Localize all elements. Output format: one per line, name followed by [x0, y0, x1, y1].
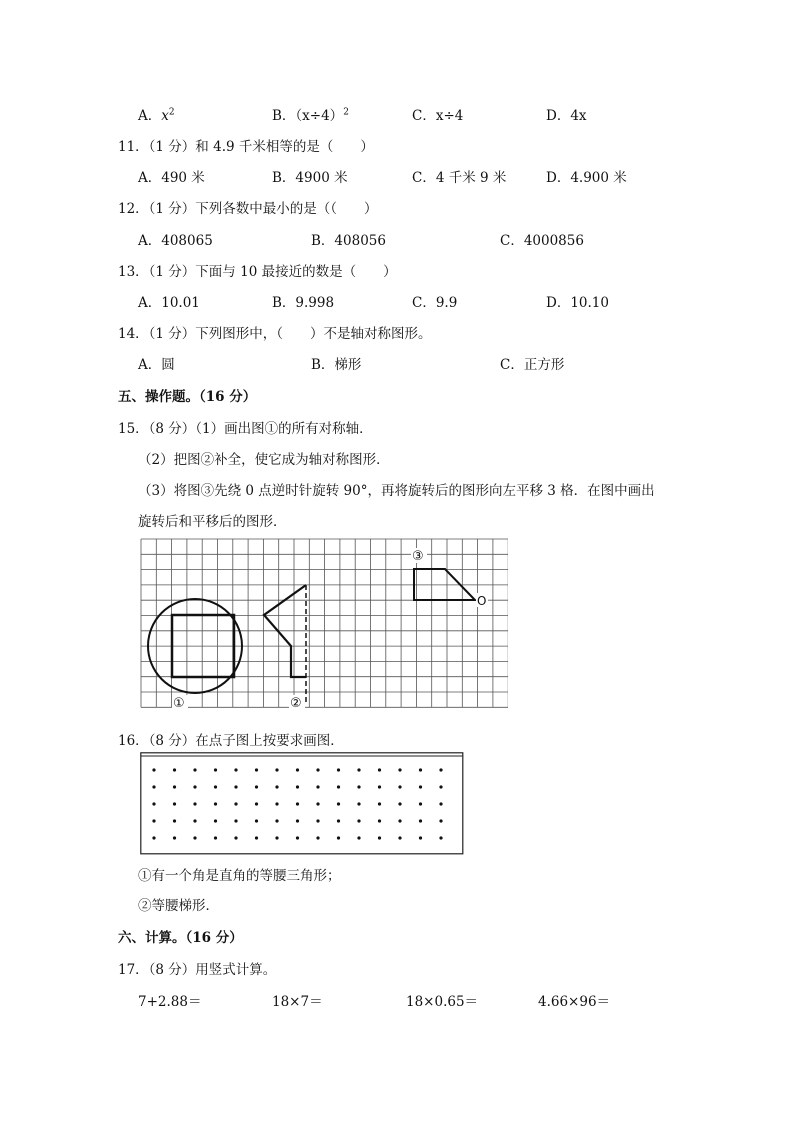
- q11-stem: 11．（1 分）和 4.9 千米相等的是（ ）: [118, 139, 374, 155]
- q14-option-c: C．正方形: [500, 357, 565, 373]
- grid-dot: [214, 836, 217, 839]
- grid-dot: [255, 802, 258, 805]
- grid-dot: [419, 768, 422, 771]
- grid-dot: [152, 785, 155, 788]
- q16-stem: 16．（8 分）在点子图上按要求画图．: [118, 733, 344, 749]
- q16-dot-grid: [140, 752, 466, 857]
- q10-option-c: C．x÷4: [412, 108, 464, 124]
- grid-dot: [378, 819, 381, 822]
- q11-option-b: B．4900 米: [272, 170, 348, 186]
- grid-dot: [255, 785, 258, 788]
- q15-line-1: 15．（8 分）（1）画出图①的所有对称轴．: [118, 421, 373, 437]
- grid-dot: [275, 768, 278, 771]
- q15-grid-figure: [140, 538, 508, 712]
- q15-line-4: 旋转后和平移后的图形．: [138, 514, 287, 530]
- grid-dot: [378, 836, 381, 839]
- figure-2-label: ②: [290, 696, 302, 711]
- grid-dot: [316, 802, 319, 805]
- grid-dot: [439, 785, 442, 788]
- grid-dot: [234, 836, 237, 839]
- q15-line-3: （3）将图③先绕 0 点逆时针旋转 90°，再将旋转后的图形向左平移 3 格．在图中画出: [138, 483, 655, 499]
- grid-dot: [316, 785, 319, 788]
- grid-dot: [337, 819, 340, 822]
- grid-dot: [234, 802, 237, 805]
- grid-dot: [398, 802, 401, 805]
- grid-dot: [255, 836, 258, 839]
- grid-dot: [357, 802, 360, 805]
- grid-dot: [234, 768, 237, 771]
- q11-option-c: C．4 千米 9 米: [412, 170, 507, 186]
- section-five-title: 五、操作题。（16 分）: [118, 389, 257, 405]
- grid-dot: [419, 785, 422, 788]
- point-o-label: O: [477, 594, 487, 608]
- grid-dot: [357, 819, 360, 822]
- grid-dot: [214, 802, 217, 805]
- grid-dot: [316, 819, 319, 822]
- q17-expr-2: 18×7＝: [272, 994, 323, 1010]
- grid-dot: [152, 819, 155, 822]
- figure-3-label: ③: [412, 549, 424, 564]
- grid-dot: [296, 785, 299, 788]
- grid-dot: [439, 802, 442, 805]
- q11-option-d: D．4.900 米: [546, 170, 627, 186]
- grid-dot: [234, 819, 237, 822]
- grid-dot: [193, 836, 196, 839]
- grid-dot: [173, 768, 176, 771]
- grid-dot: [193, 802, 196, 805]
- grid-dot: [214, 768, 217, 771]
- grid-dot: [214, 785, 217, 788]
- grid-dot: [316, 836, 319, 839]
- q13-option-b: B．9.998: [272, 295, 335, 311]
- grid-dot: [357, 768, 360, 771]
- grid-dot: [152, 802, 155, 805]
- grid-lines: [141, 539, 508, 707]
- grid-dot: [357, 836, 360, 839]
- q14-option-a: A．圆: [138, 357, 175, 373]
- q12-option-a: A．408065: [138, 233, 213, 249]
- grid-dot: [275, 802, 278, 805]
- grid-dot: [398, 836, 401, 839]
- grid-dot: [234, 785, 237, 788]
- grid-dot: [398, 785, 401, 788]
- grid-dot: [296, 836, 299, 839]
- q14-stem: 14．（1 分）下列图形中，（ ）不是轴对称图形。: [118, 326, 432, 342]
- grid-dot: [337, 836, 340, 839]
- q13-stem: 13．（1 分）下面与 10 最接近的数是（ ）: [118, 264, 397, 280]
- q17-stem: 17．（8 分）用竖式计算。: [118, 962, 277, 978]
- q10-option-d: D．4x: [546, 108, 587, 124]
- grid-dot: [255, 768, 258, 771]
- grid-dot: [439, 819, 442, 822]
- grid-dot: [193, 785, 196, 788]
- grid-dot: [337, 785, 340, 788]
- grid-dot: [296, 768, 299, 771]
- q10-option-a: A．$x^2$: [138, 107, 175, 124]
- q12-option-b: B．408056: [311, 233, 386, 249]
- grid-dot: [296, 819, 299, 822]
- q11-option-a: A．490 米: [138, 170, 205, 186]
- grid-dot: [296, 802, 299, 805]
- figure-1-label: ①: [173, 696, 185, 711]
- grid-dot: [275, 836, 278, 839]
- dot-grid-dots: [152, 768, 442, 839]
- grid-dot: [439, 836, 442, 839]
- grid-dot: [398, 819, 401, 822]
- grid-dot: [439, 768, 442, 771]
- grid-dot: [357, 785, 360, 788]
- grid-dot: [378, 802, 381, 805]
- grid-dot: [337, 802, 340, 805]
- grid-dot: [378, 785, 381, 788]
- grid-dot: [337, 768, 340, 771]
- grid-dot: [398, 768, 401, 771]
- grid-dot: [173, 785, 176, 788]
- grid-dot: [173, 802, 176, 805]
- grid-dot: [193, 819, 196, 822]
- q17-expr-3: 18×0.65＝: [406, 994, 479, 1010]
- q16-requirement-1: ①有一个角是直角的等腰三角形；: [138, 868, 341, 884]
- grid-dot: [419, 819, 422, 822]
- grid-dot: [275, 785, 278, 788]
- q17-expr-4: 4.66×96＝: [538, 994, 611, 1010]
- grid-dot: [173, 819, 176, 822]
- q13-option-c: C．9.9: [412, 295, 458, 311]
- grid-dot: [419, 802, 422, 805]
- grid-dot: [152, 768, 155, 771]
- q13-option-d: D．10.10: [546, 295, 609, 311]
- q16-requirement-2: ②等腰梯形．: [138, 898, 219, 914]
- q12-stem: 12．（1 分）下列各数中最小的是（（ ）: [118, 201, 378, 217]
- q10-option-b: B．$(x\div 4)^2$: [272, 107, 349, 124]
- q17-expr-1: 7+2.88＝: [138, 994, 202, 1010]
- q13-option-a: A．10.01: [138, 295, 200, 311]
- grid-dot: [378, 768, 381, 771]
- q14-option-b: B．梯形: [311, 357, 362, 373]
- q12-option-c: C．4000856: [500, 233, 584, 249]
- grid-dot: [255, 819, 258, 822]
- grid-dot: [316, 768, 319, 771]
- q15-line-2: （2）把图②补全，使它成为轴对称图形．: [138, 452, 390, 468]
- section-six-title: 六、计算。（16 分）: [118, 930, 243, 946]
- grid-dot: [275, 819, 278, 822]
- grid-dot: [419, 836, 422, 839]
- grid-dot: [173, 836, 176, 839]
- grid-dot: [193, 768, 196, 771]
- grid-dot: [152, 836, 155, 839]
- grid-dot: [214, 819, 217, 822]
